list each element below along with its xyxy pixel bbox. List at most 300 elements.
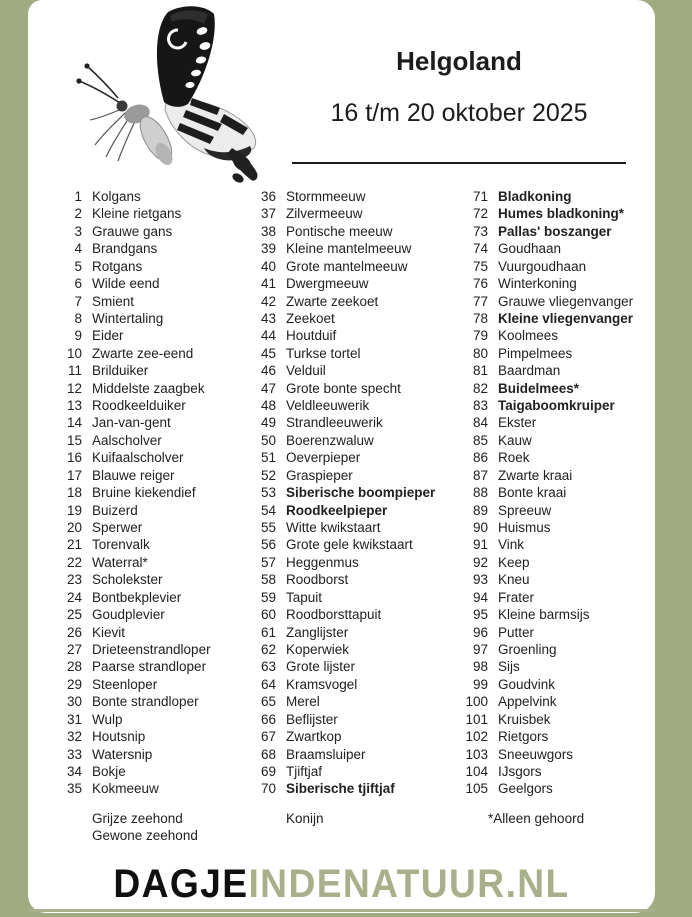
species-number: 24 [66, 589, 82, 605]
list-item [50, 484, 211, 501]
species-number: 101 [465, 711, 488, 727]
list-item [244, 310, 435, 327]
list-item [50, 502, 211, 519]
page-title: Helgoland [396, 46, 522, 76]
species-number: 14 [66, 415, 82, 431]
list-item [456, 258, 633, 275]
list-item [50, 397, 211, 414]
list-item [244, 641, 435, 658]
species-name: Bonte kraai [498, 485, 567, 501]
list-item [50, 658, 211, 675]
list-item [50, 641, 211, 658]
species-number: 4 [74, 241, 82, 257]
species-name: Drieteenstrandloper [92, 641, 211, 657]
species-name: Humes bladkoning* [498, 206, 625, 222]
list-item [50, 519, 211, 536]
species-number: 47 [260, 380, 276, 396]
list-item [456, 467, 633, 484]
species-name: Eider [92, 328, 124, 344]
list-item [50, 624, 211, 641]
species-number: 75 [472, 258, 488, 274]
species-number: 18 [66, 485, 82, 501]
species-name: Goudplevier [92, 607, 165, 623]
list-item [456, 449, 633, 466]
list-item [244, 676, 435, 693]
species-name: Zanglijster [286, 624, 349, 640]
species-name: Buizerd [92, 502, 138, 518]
header-divider [292, 162, 626, 164]
species-number: 74 [472, 241, 488, 257]
list-item [244, 345, 435, 362]
species-name: Smient [92, 293, 135, 309]
species-number: 51 [260, 450, 276, 466]
list-item [244, 780, 435, 797]
species-name: Torenvalk [92, 537, 150, 553]
species-number: 26 [66, 624, 82, 640]
species-number: 99 [472, 676, 488, 692]
list-item [244, 397, 435, 414]
species-number: 6 [74, 276, 82, 292]
species-number: 60 [260, 607, 276, 623]
species-number: 68 [260, 746, 276, 762]
logo-text-accent: INDENATUUR.NL [248, 862, 570, 906]
list-item [244, 711, 435, 728]
list-item [456, 293, 633, 310]
list-item [50, 345, 211, 362]
species-number: 12 [66, 380, 82, 396]
species-name: Roodborst [286, 572, 349, 588]
list-item [456, 571, 633, 588]
species-name: Zilvermeeuw [286, 206, 363, 222]
species-name: Waterral* [92, 554, 148, 570]
species-name: Pallas' boszanger [498, 223, 612, 239]
list-item [244, 519, 435, 536]
list-item [456, 641, 633, 658]
species-number: 3 [74, 223, 82, 239]
list-item [50, 589, 211, 606]
logo-text-black: DAGJE [113, 862, 249, 906]
species-number: 43 [260, 310, 276, 326]
list-item [50, 205, 211, 222]
species-name: Goudhaan [498, 241, 562, 257]
list-item [244, 432, 435, 449]
species-name: Sijs [498, 659, 520, 675]
species-name: Strandleeuwerik [286, 415, 383, 431]
list-item [456, 240, 633, 257]
species-name: Baardman [498, 363, 561, 379]
species-name: Kruisbek [498, 711, 551, 727]
species-name: Roodkeelduiker [92, 398, 186, 414]
species-number: 70 [260, 781, 276, 797]
list-item [244, 240, 435, 257]
species-name: Jan-van-gent [92, 415, 171, 431]
list-item [456, 188, 633, 205]
species-name: Grote bonte specht [286, 380, 401, 396]
list-item [244, 205, 435, 222]
species-name: Zwarte kraai [498, 467, 573, 483]
species-number: 52 [260, 467, 276, 483]
list-item [50, 275, 211, 292]
species-number: 25 [66, 607, 82, 623]
species-number: 89 [472, 502, 488, 518]
list-item [50, 380, 211, 397]
list-item [244, 258, 435, 275]
species-name: Kneu [498, 572, 530, 588]
species-name: Appelvink [498, 694, 557, 710]
species-number: 28 [66, 659, 82, 675]
species-name: Roek [498, 450, 530, 466]
species-number: 30 [66, 694, 82, 710]
species-number: 97 [472, 641, 488, 657]
species-number: 8 [74, 310, 82, 326]
species-name: Houtsnip [92, 729, 146, 745]
species-name: Frater [498, 589, 535, 605]
species-name: Kleine mantelmeeuw [286, 241, 412, 257]
species-number: 66 [260, 711, 276, 727]
list-item [244, 293, 435, 310]
list-item [50, 258, 211, 275]
header [292, 44, 626, 164]
species-number: 22 [66, 554, 82, 570]
species-name: Brilduiker [92, 363, 149, 379]
species-number: 76 [472, 276, 488, 292]
species-name: Braamsluiper [286, 746, 366, 762]
species-name: Grauwe vliegenvanger [498, 293, 634, 309]
species-number: 102 [465, 729, 488, 745]
species-name: Huismus [498, 520, 551, 536]
species-number: 46 [260, 363, 276, 379]
species-name: Beflijster [286, 711, 338, 727]
species-number: 42 [260, 293, 276, 309]
species-name: Zwartkop [286, 729, 342, 745]
species-number: 39 [260, 241, 276, 257]
species-name: Sneeuwgors [498, 746, 574, 762]
swallowtail-butterfly-drawing [66, 2, 268, 186]
species-name: Kolgans [92, 189, 141, 204]
list-item [244, 380, 435, 397]
species-name: Pimpelmees [498, 345, 573, 361]
species-name: Zwarte zeekoet [286, 293, 379, 309]
species-name: Middelste zaagbek [92, 380, 205, 396]
species-number: 87 [472, 467, 488, 483]
species-number: 20 [66, 520, 82, 536]
species-number: 29 [66, 676, 82, 692]
list-item [456, 397, 633, 414]
footer-divider [28, 909, 655, 912]
list-item [244, 449, 435, 466]
species-number: 34 [66, 763, 82, 779]
species-name: Kramsvogel [286, 676, 358, 692]
species-number: 61 [260, 624, 276, 640]
species-name: Siberische boompieper [286, 485, 436, 501]
species-name: Aalscholver [92, 432, 162, 448]
list-item [456, 746, 633, 763]
species-name: Veldleeuwerik [286, 398, 370, 414]
species-number: 85 [472, 432, 488, 448]
species-name: Putter [498, 624, 535, 640]
list-item [244, 554, 435, 571]
species-name: Roodborsttapuit [286, 607, 382, 623]
species-number: 94 [472, 589, 488, 605]
list-item [50, 467, 211, 484]
species-name: Brandgans [92, 241, 158, 257]
list-item [456, 380, 633, 397]
species-name: Bontbekplevier [92, 589, 182, 605]
species-number: 100 [465, 694, 488, 710]
species-name: Sperwer [92, 520, 143, 536]
list-item [244, 693, 435, 710]
species-number: 78 [472, 310, 488, 326]
species-name: Geelgors [498, 781, 553, 797]
list-item [456, 432, 633, 449]
mammal-rabbit: Konijn [286, 811, 324, 826]
species-number: 41 [260, 276, 276, 292]
species-name: Heggenmus [286, 554, 359, 570]
page-subtitle: 16 t/m 20 oktober 2025 [330, 99, 588, 127]
species-number: 54 [260, 502, 276, 518]
list-item [50, 310, 211, 327]
species-name: Steenloper [92, 676, 158, 692]
species-name: Oeverpieper [286, 450, 361, 466]
species-number: 16 [66, 450, 82, 466]
species-number: 40 [260, 258, 276, 274]
list-item [50, 414, 211, 431]
species-number: 65 [260, 694, 276, 710]
list-item [456, 606, 633, 623]
species-name: Goudvink [498, 676, 556, 692]
species-name: Spreeuw [498, 502, 552, 518]
list-item [456, 763, 633, 780]
list-item [50, 449, 211, 466]
species-number: 2 [74, 206, 82, 222]
species-number: 49 [260, 415, 276, 431]
species-name: Bokje [92, 763, 126, 779]
species-name: Boerenzwaluw [286, 432, 374, 448]
species-number: 23 [66, 572, 82, 588]
species-list-card [28, 0, 655, 913]
species-name: Pontische meeuw [286, 223, 393, 239]
list-item [456, 728, 633, 745]
species-name: Wintertaling [92, 310, 164, 326]
species-name: Zeekoet [286, 310, 335, 326]
species-name: Grote gele kwikstaart [286, 537, 413, 553]
list-item [244, 589, 435, 606]
species-name: Wilde eend [92, 276, 160, 292]
species-name: Bonte strandloper [92, 694, 199, 710]
list-item [244, 763, 435, 780]
list-item [244, 502, 435, 519]
species-number: 69 [260, 763, 276, 779]
species-number: 88 [472, 485, 488, 501]
species-number: 32 [66, 729, 82, 745]
list-item [456, 554, 633, 571]
species-number: 105 [465, 781, 488, 797]
list-item [244, 746, 435, 763]
list-item [50, 606, 211, 623]
species-number: 77 [472, 293, 488, 309]
list-item [244, 658, 435, 675]
species-number: 15 [66, 432, 82, 448]
list-item [50, 536, 211, 553]
species-name: Graspieper [286, 467, 353, 483]
species-name: Wulp [92, 711, 123, 727]
species-name: Vink [498, 537, 525, 553]
list-item [244, 571, 435, 588]
list-item [456, 502, 633, 519]
species-number: 90 [472, 520, 488, 536]
species-name: Tjiftjaf [286, 763, 323, 779]
species-number: 93 [472, 572, 488, 588]
species-number: 53 [260, 485, 276, 501]
heard-only-note: *Alleen gehoord [488, 811, 585, 826]
list-item [456, 536, 633, 553]
list-item [456, 414, 633, 431]
list-item [50, 293, 211, 310]
species-number: 1 [74, 189, 82, 204]
species-name: Roodkeelpieper [286, 502, 388, 518]
species-number: 55 [260, 520, 276, 536]
species-name: Witte kwikstaart [286, 520, 381, 536]
species-column-1 [50, 188, 211, 798]
list-item [456, 693, 633, 710]
species-name: Zwarte zee-eend [92, 345, 194, 361]
species-number: 79 [472, 328, 488, 344]
species-name: Houtduif [286, 328, 337, 344]
species-name: Tapuit [286, 589, 323, 605]
species-name: Buidelmees* [498, 380, 580, 396]
list-item [50, 711, 211, 728]
species-number: 67 [260, 729, 276, 745]
species-number: 5 [74, 258, 82, 274]
list-item [244, 188, 435, 205]
list-item [50, 188, 211, 205]
species-number: 71 [472, 189, 488, 204]
species-number: 62 [260, 641, 276, 657]
species-number: 13 [66, 398, 82, 414]
species-number: 63 [260, 659, 276, 675]
species-number: 64 [260, 676, 276, 692]
species-name: Ekster [498, 415, 537, 431]
species-name: Rietgors [498, 729, 549, 745]
species-number: 11 [67, 363, 82, 379]
species-number: 95 [472, 607, 488, 623]
species-number: 37 [260, 206, 276, 222]
list-item [244, 484, 435, 501]
species-name: Taigaboomkruiper [498, 398, 615, 414]
list-item [50, 554, 211, 571]
list-item [456, 310, 633, 327]
species-number: 50 [260, 432, 276, 448]
list-item [244, 728, 435, 745]
species-number: 31 [66, 711, 82, 727]
list-item [50, 780, 211, 797]
species-name: Kleine rietgans [92, 206, 182, 222]
species-number: 9 [74, 328, 82, 344]
species-number: 10 [66, 345, 82, 361]
species-number: 56 [260, 537, 276, 553]
species-name: Kleine vliegenvanger [498, 310, 634, 326]
species-number: 44 [260, 328, 276, 344]
species-number: 57 [260, 554, 276, 570]
species-number: 7 [74, 293, 82, 309]
list-item [244, 606, 435, 623]
species-name: Turkse tortel [286, 345, 361, 361]
species-number: 48 [260, 398, 276, 414]
species-name: Groenling [498, 641, 557, 657]
list-item [244, 327, 435, 344]
mammal-grey-seal: Grijze zeehond [92, 811, 183, 826]
species-name: Grote lijster [286, 659, 356, 675]
list-item [244, 362, 435, 379]
species-number: 45 [260, 345, 276, 361]
species-number: 72 [472, 206, 488, 222]
species-number: 33 [66, 746, 82, 762]
list-item [50, 676, 211, 693]
species-number: 91 [472, 537, 488, 553]
species-number: 73 [472, 223, 488, 239]
species-column-3 [456, 188, 633, 798]
species-number: 103 [465, 746, 488, 762]
species-name: Keep [498, 554, 530, 570]
species-number: 80 [472, 345, 488, 361]
list-item [50, 432, 211, 449]
species-name: Winterkoning [498, 276, 577, 292]
species-number: 83 [472, 398, 488, 414]
species-name: Koperwiek [286, 641, 350, 657]
species-number: 38 [260, 223, 276, 239]
species-name: IJsgors [498, 763, 542, 779]
list-item [244, 536, 435, 553]
list-item [456, 676, 633, 693]
species-name: Grauwe gans [92, 223, 173, 239]
species-name: Merel [286, 694, 320, 710]
list-item [50, 571, 211, 588]
species-name: Paarse strandloper [92, 659, 207, 675]
list-item [50, 746, 211, 763]
species-name: Kuifaalscholver [92, 450, 184, 466]
list-item [456, 345, 633, 362]
list-item [456, 362, 633, 379]
list-item [456, 624, 633, 641]
species-number: 21 [66, 537, 82, 553]
list-item [456, 519, 633, 536]
list-item [50, 223, 211, 240]
list-item [456, 223, 633, 240]
species-number: 82 [472, 380, 488, 396]
species-name: Watersnip [92, 746, 153, 762]
species-name: Vuurgoudhaan [498, 258, 587, 274]
list-item [244, 223, 435, 240]
species-name: Koolmees [498, 328, 559, 344]
list-item [244, 414, 435, 431]
list-item [456, 484, 633, 501]
list-item [244, 624, 435, 641]
species-number: 17 [66, 467, 82, 483]
species-number: 36 [260, 189, 276, 204]
list-item [244, 467, 435, 484]
species-name: Bladkoning [498, 189, 572, 204]
list-item [456, 589, 633, 606]
species-column-2 [244, 188, 435, 798]
list-item [50, 763, 211, 780]
list-item [456, 275, 633, 292]
species-name: Velduil [286, 363, 326, 379]
species-number: 35 [66, 781, 82, 797]
list-item [50, 728, 211, 745]
list-item [456, 780, 633, 797]
species-number: 96 [472, 624, 488, 640]
species-number: 81 [472, 363, 488, 379]
